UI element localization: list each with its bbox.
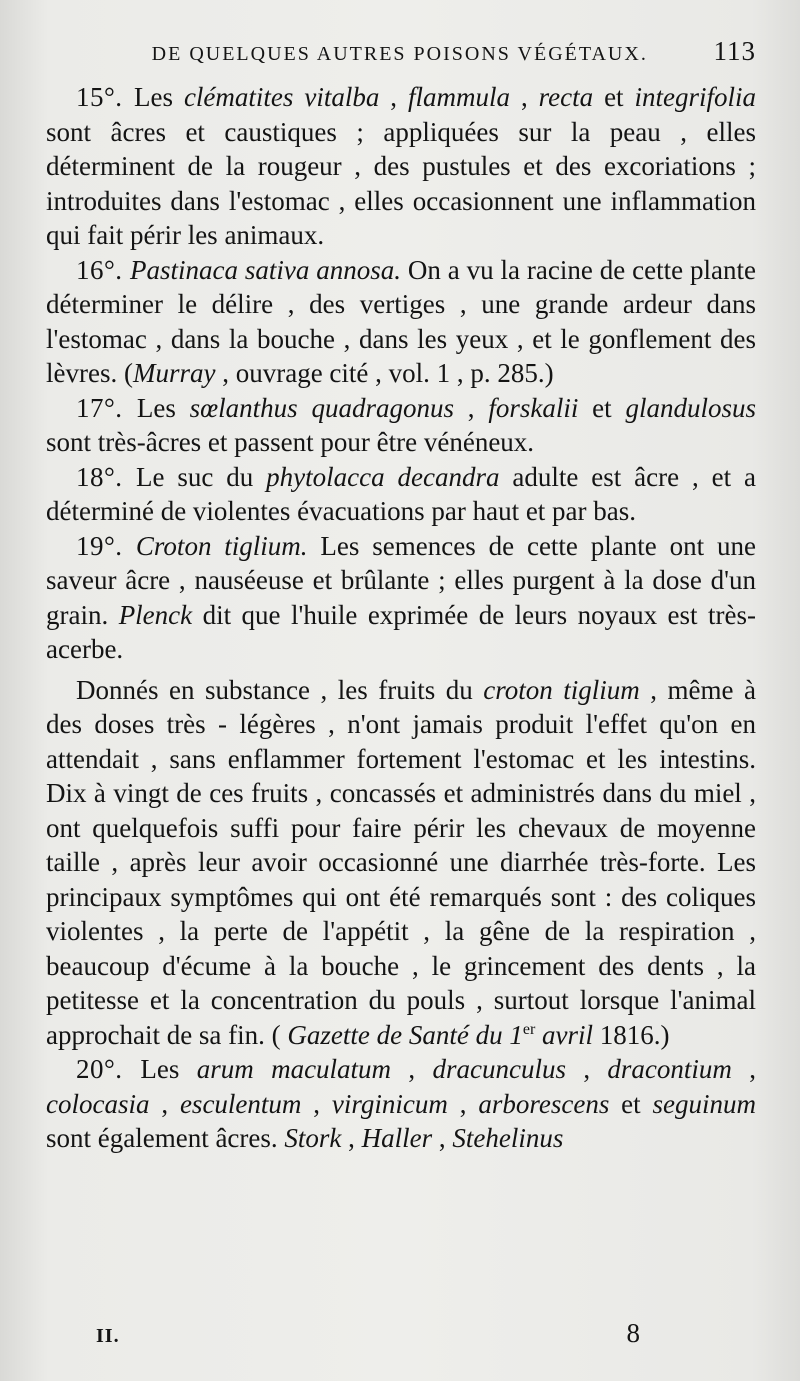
paragraph-p18 (46, 460, 756, 529)
paragraph-p16 (46, 253, 756, 391)
paragraph-p19 (46, 529, 756, 667)
italic-term: seguinum (652, 1088, 757, 1119)
text-run: , (379, 82, 408, 112)
paragraph-p15 (46, 80, 756, 253)
italic-term: dracunculus (432, 1054, 566, 1084)
italic-term: Stehelinus (452, 1123, 564, 1153)
text-run: , (731, 1054, 757, 1084)
italic-term: phytolacca decandra (266, 461, 500, 492)
text-run: , (447, 1088, 479, 1119)
text-run: On a vu la racine de cette plante déterminer le délire , des vertiges , une grande ardeur dans l'estomac , dans la bouche , dans les yeux , et le gonflement des lèvres. ( (46, 254, 756, 388)
text-run: , (301, 1088, 332, 1119)
text-run: sont très-âcres et passent pour être vénéneux. (46, 427, 535, 457)
paragraph-number: 15°. (76, 82, 134, 112)
italic-term: dracontium (607, 1054, 732, 1084)
paragraph-number: 17°. (76, 392, 137, 423)
text-run: adulte est âcre , et a déterminé de violentes évacuations par haut et par bas. (46, 461, 756, 526)
text-run: , même à des doses très - légères , n'ont jamais produit l'effet qu'on en attendait , sans enflammer fortement l'estomac et les intestins. Dix à vingt de ces fruits , concassés et administrés dans du miel , ont quelquefois suffi pour faire périr les chevaux de moyenne taille , après leur avoir occasionné une diarrhée très-forte. Les principaux symptômes qui ont été remarqués sont : des coliques violentes , la perte de l'appétit , la gêne de la respiration , beaucoup d'écume à la bouche , le grincement des dents , la petitesse et la concentration du pouls , surtout lorsque l'animal approchait de sa fin. ( (46, 674, 756, 1050)
text-run: Les (136, 392, 190, 423)
text-run: et (593, 82, 635, 112)
italic-term: Haller (361, 1123, 433, 1153)
paragraph-number: 16°. (76, 254, 130, 285)
paragraph-p19b (46, 673, 756, 1053)
text-run: , (565, 1054, 608, 1084)
italic-term: integrifolia (634, 82, 756, 112)
text-run: Le suc du (135, 461, 267, 492)
text-run: Les semences de cette plante ont une saveur âcre , nauséeuse et brûlante ; elles purgent à la dose d'un grain. (46, 530, 756, 630)
text-run: , ouvrage cité , vol. 1 , p. 285.) (215, 358, 554, 388)
text-run: Les (140, 1054, 197, 1084)
italic-term: esculentum (179, 1088, 302, 1119)
paragraph-number: 19°. (76, 530, 136, 561)
paragraph-number: 20°. (76, 1054, 141, 1084)
text-run: 1816.) (593, 1019, 670, 1050)
text-run: Donnés en substance , les fruits du (76, 674, 484, 705)
italic-term: Pastinaca sativa annosa. (129, 254, 401, 285)
text-run: , (432, 1123, 453, 1153)
text-run: et (609, 1088, 653, 1119)
text-run: , (510, 82, 539, 112)
text-run: et (578, 392, 626, 423)
paragraph-number: 18°. (76, 461, 136, 492)
text-run: dit que l'huile exprimée de leurs noyaux est très-acerbe. (46, 599, 756, 664)
text-run: sont également âcres. (46, 1123, 285, 1153)
italic-term: Plenck (118, 599, 193, 630)
italic-term: Murray (132, 358, 216, 388)
italic-term: sœlanthus quadragonus (189, 392, 454, 423)
signature-mark: II. (96, 1325, 120, 1347)
page-header (46, 36, 756, 78)
italic-term: glandulosus (625, 392, 756, 423)
italic-term: croton tiglium (483, 674, 640, 705)
italic-term: colocasia (46, 1088, 150, 1119)
text-run: , (454, 392, 489, 423)
italic-term: Gazette de Santé du 1 (287, 1019, 523, 1050)
paragraph-p17 (46, 391, 756, 460)
italic-term: Stork (284, 1123, 342, 1153)
running-title: DE QUELQUES AUTRES POISONS VÉGÉTAUX. (151, 43, 648, 65)
body-text (46, 80, 756, 1156)
italic-term: forskalii (488, 392, 579, 423)
italic-term: arum maculatum (196, 1054, 392, 1084)
italic-term: clématites vitalba (183, 82, 380, 112)
paragraph-p20 (46, 1052, 756, 1156)
text-run: er (522, 1020, 536, 1038)
page-number: 113 (713, 36, 756, 66)
text-run: sont âcres et caustiques ; appliquées sur la peau , elles déterminent de la rougeur , des pustules et des excoriations ; introduites dans l'estomac , elles occasionnent une inflammation qui fait périr les animaux. (46, 116, 756, 250)
italic-term: arborescens (478, 1088, 610, 1119)
text-run: Les (134, 82, 184, 112)
italic-term: recta (538, 82, 594, 112)
italic-term: avril (535, 1019, 594, 1050)
text-run: , (149, 1088, 180, 1119)
italic-term: virginicum (331, 1088, 448, 1119)
italic-term: Croton tiglium. (135, 530, 308, 561)
italic-term: flammula (407, 82, 510, 112)
page-footer (96, 1318, 640, 1349)
text-run: , (391, 1054, 433, 1084)
text-run: , (341, 1123, 362, 1153)
signature-number: 8 (626, 1318, 640, 1348)
